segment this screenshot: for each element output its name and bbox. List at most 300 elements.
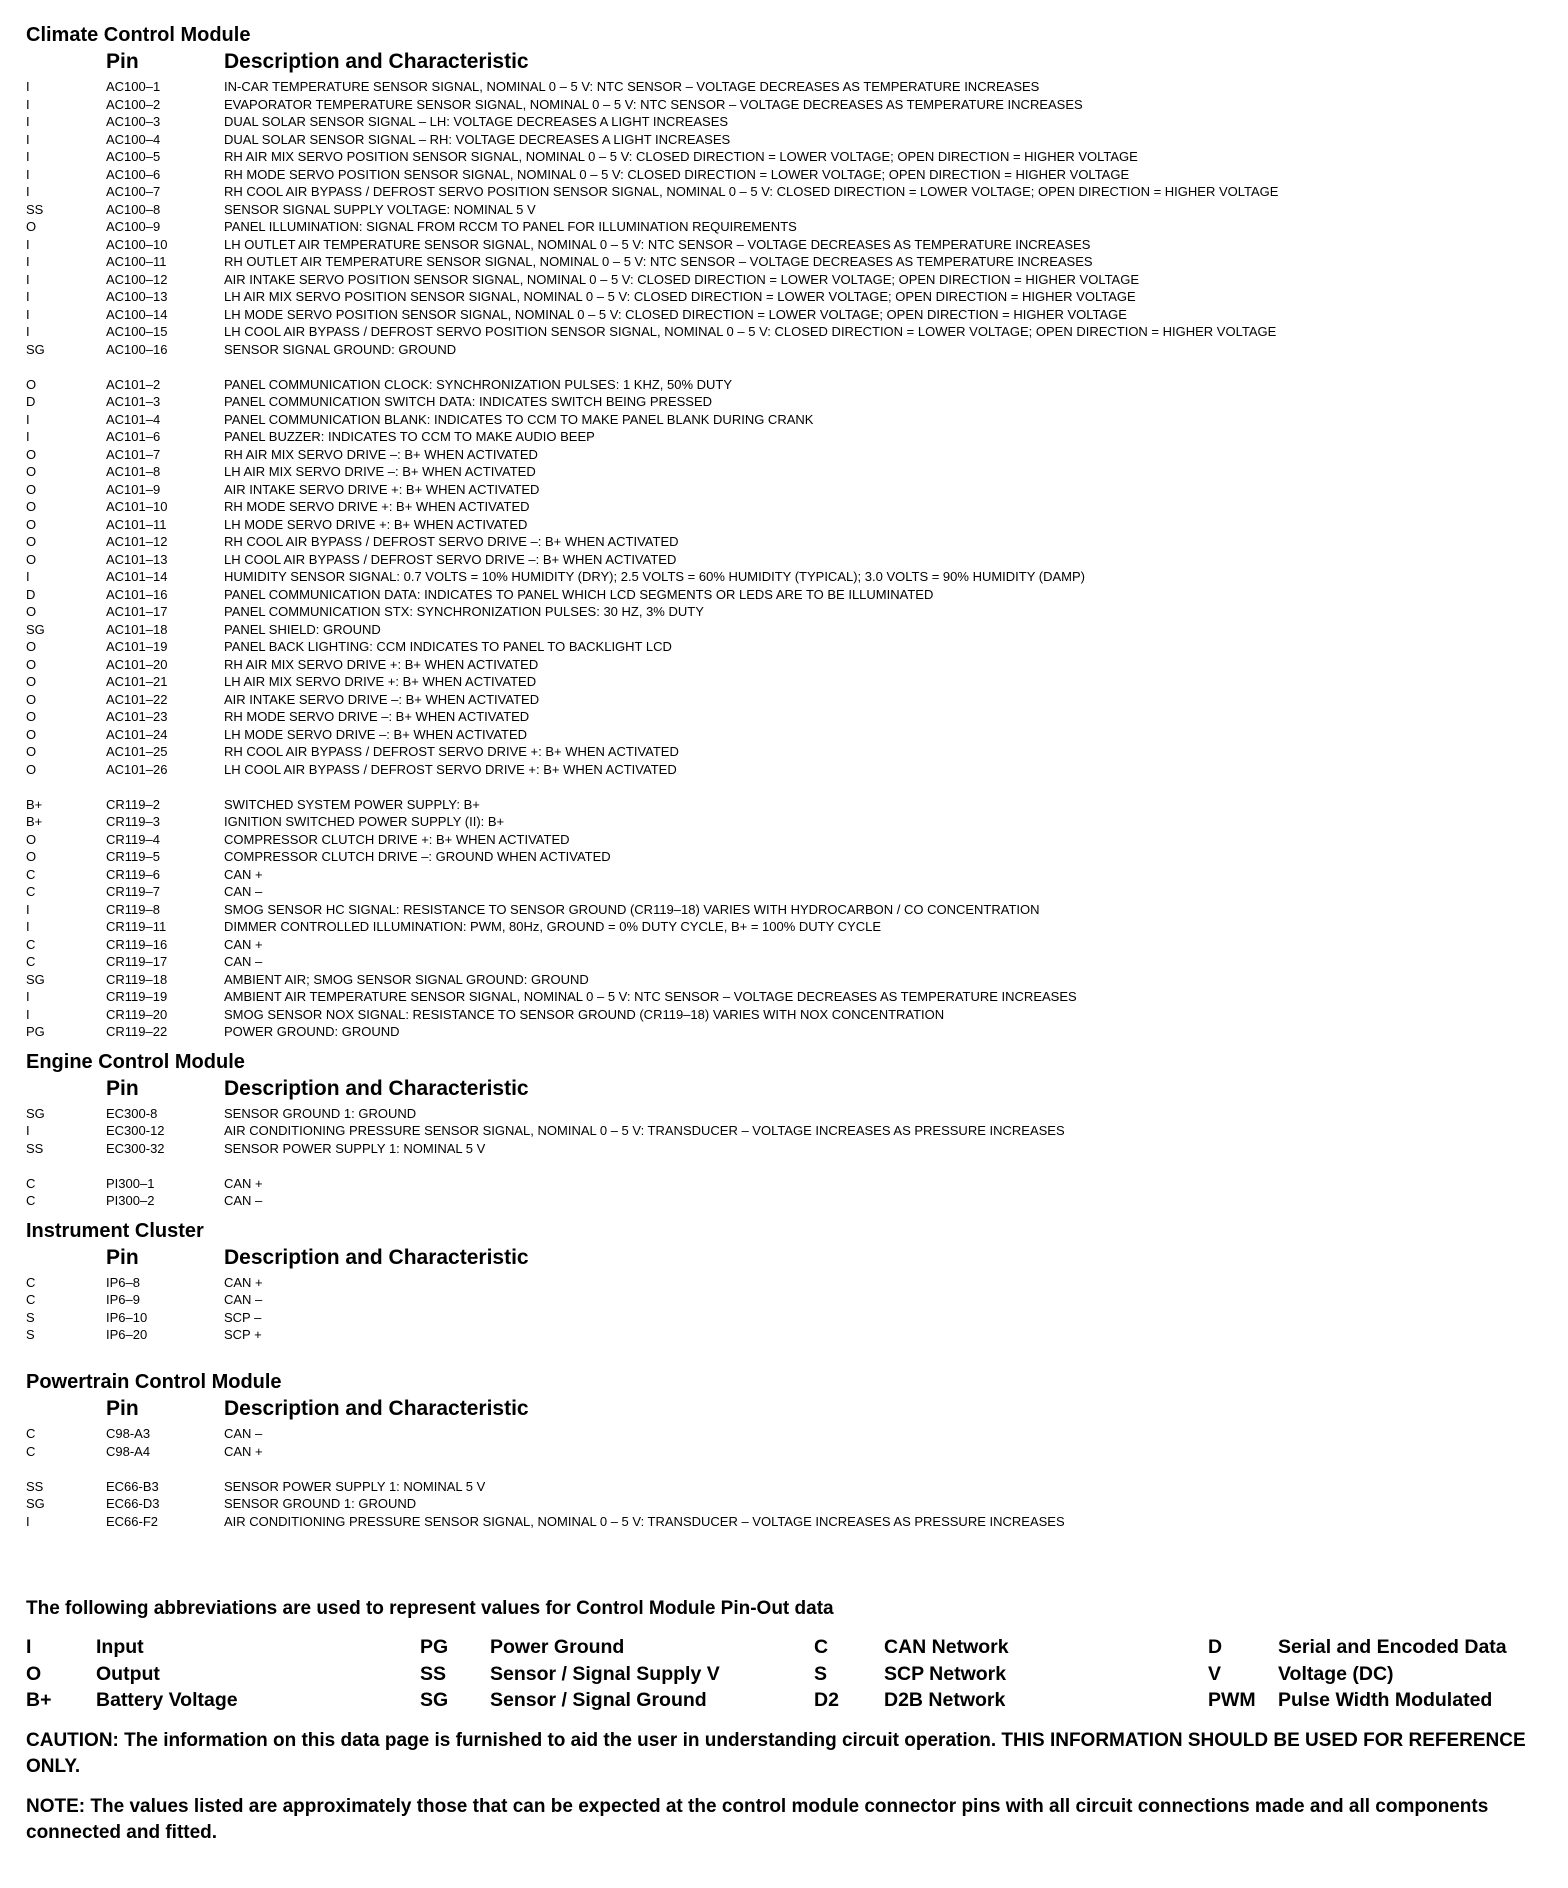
pin-description: LH MODE SERVO DRIVE –: B+ WHEN ACTIVATED [224, 726, 528, 742]
pin-description: LH AIR MIX SERVO DRIVE +: B+ WHEN ACTIVATED [224, 674, 537, 689]
pin-id: AC101–20 [106, 656, 168, 672]
column-header-row [26, 1075, 1546, 1103]
pin-id: AC101–18 [106, 621, 168, 637]
signal-type: C [26, 1443, 36, 1459]
pin-id: AC100–10 [106, 236, 168, 252]
signal-type: I [26, 901, 30, 917]
signal-type: SG [26, 1496, 45, 1511]
pin-table [26, 78, 1546, 1041]
pin-description: AIR INTAKE SERVO POSITION SENSOR SIGNAL, NOMINAL 0 – 5 V: CLOSED DIRECTION = LOWER VOLTAGE; OPEN DIRECTION = HIGHER VOLTAGE [224, 271, 1140, 287]
pin-id: EC66-D3 [106, 1496, 160, 1511]
signal-type: I [26, 429, 30, 444]
abbreviation-code: V [1208, 1662, 1222, 1685]
pin-row [26, 288, 1546, 306]
pin-id: CR119–16 [106, 936, 168, 952]
pin-description: LH COOL AIR BYPASS / DEFROST SERVO DRIVE –: B+ WHEN ACTIVATED [224, 551, 677, 567]
pin-id: CR119–6 [106, 866, 160, 882]
pin-row [26, 1105, 1546, 1123]
signal-type: SG [26, 971, 45, 987]
pin-row [26, 673, 1546, 691]
abbreviation-meaning: Sensor / Signal Supply V [490, 1662, 720, 1685]
pin-description: DUAL SOLAR SENSOR SIGNAL – RH: VOLTAGE DECREASES A LIGHT INCREASES [224, 131, 731, 147]
pin-row [26, 988, 1546, 1006]
pin-row [26, 1023, 1546, 1041]
pin-description: AIR CONDITIONING PRESSURE SENSOR SIGNAL, NOMINAL 0 – 5 V: TRANSDUCER – VOLTAGE INCREASES AS PRESSURE INCREASES [224, 1513, 1065, 1529]
pin-id: AC101–9 [106, 481, 161, 497]
pin-id: AC100–8 [106, 201, 161, 217]
pin-row [26, 1006, 1546, 1024]
pin-row [26, 568, 1546, 586]
signal-type: B+ [26, 814, 43, 829]
signal-type: O [26, 691, 37, 707]
signal-type: O [26, 499, 37, 514]
pin-description: HUMIDITY SENSOR SIGNAL: 0.7 VOLTS = 10% HUMIDITY (DRY); 2.5 VOLTS = 60% HUMIDITY (TYPICAL); 3.0 VOLTS = 90% HUMIDITY (DAMP) [224, 569, 1085, 584]
signal-type: C [26, 1292, 36, 1307]
pin-id: CR119–7 [106, 884, 160, 899]
pin-description: LH OUTLET AIR TEMPERATURE SENSOR SIGNAL, NOMINAL 0 – 5 V: NTC SENSOR – VOLTAGE DECREASES AS TEMPERATURE INCREASES [224, 236, 1091, 252]
pin-id: CR119–8 [106, 901, 160, 917]
pin-row [26, 271, 1546, 289]
pin-description: CAN + [224, 1274, 263, 1290]
pin-id: AC101–14 [106, 569, 168, 584]
pin-column-header: Pin [106, 50, 139, 73]
pin-row [26, 323, 1546, 341]
row-spacer [26, 1157, 1546, 1175]
pin-description: LH MODE SERVO DRIVE +: B+ WHEN ACTIVATED [224, 516, 528, 532]
pin-id: AC101–13 [106, 551, 168, 567]
pin-row [26, 621, 1546, 639]
abbreviation-meaning: Sensor / Signal Ground [490, 1689, 707, 1711]
pin-description: RH OUTLET AIR TEMPERATURE SENSOR SIGNAL, NOMINAL 0 – 5 V: NTC SENSOR – VOLTAGE DECREASES AS TEMPERATURE INCREASES [224, 254, 1093, 269]
row-spacer [26, 1344, 1546, 1362]
pin-row [26, 1192, 1546, 1210]
pin-row [26, 936, 1546, 954]
pin-row [26, 656, 1546, 674]
abbreviation-meaning: Pulse Width Modulated [1278, 1689, 1493, 1711]
pin-description: POWER GROUND: GROUND [224, 1024, 400, 1039]
description-column-header: Description and Characteristic [224, 50, 529, 73]
pin-row [26, 603, 1546, 621]
signal-type: D [26, 586, 36, 602]
pin-description: AMBIENT AIR TEMPERATURE SENSOR SIGNAL, NOMINAL 0 – 5 V: NTC SENSOR – VOLTAGE DECREASES AS TEMPERATURE INCREASES [224, 989, 1077, 1004]
pin-column-header: Pin [106, 1076, 139, 1100]
pin-row [26, 393, 1546, 411]
pin-id: EC66-B3 [106, 1478, 159, 1494]
pin-id: AC101–19 [106, 639, 168, 654]
section-title: Climate Control Module [26, 24, 251, 46]
pin-table [26, 1274, 1546, 1362]
pin-row [26, 586, 1546, 604]
signal-type: I [26, 96, 30, 112]
signal-type: C [26, 1193, 36, 1208]
pin-id: AC100–5 [106, 149, 161, 164]
pin-id: EC300-12 [106, 1123, 165, 1138]
pin-id: EC300-8 [106, 1105, 158, 1121]
pin-row [26, 201, 1546, 219]
pin-id: AC100–12 [106, 271, 168, 287]
pin-id: AC101–22 [106, 691, 168, 707]
pin-row [26, 848, 1546, 866]
pin-description: SCP + [224, 1327, 262, 1342]
pin-description: IN-CAR TEMPERATURE SENSOR SIGNAL, NOMINAL 0 – 5 V: NTC SENSOR – VOLTAGE DECREASES AS TEMPERATURE INCREASES [224, 79, 1040, 94]
pin-row [26, 1513, 1546, 1531]
signal-type: I [26, 306, 30, 322]
signal-type: SG [26, 1105, 45, 1121]
pin-description: PANEL ILLUMINATION: SIGNAL FROM RCCM TO PANEL FOR ILLUMINATION REQUIREMENTS [224, 219, 797, 234]
pin-description: LH COOL AIR BYPASS / DEFROST SERVO DRIVE +: B+ WHEN ACTIVATED [224, 761, 677, 777]
pin-description: CAN – [224, 1193, 263, 1208]
pin-id: AC101–26 [106, 761, 168, 777]
pin-id: IP6–10 [106, 1309, 148, 1325]
signal-type: O [26, 709, 37, 724]
pin-row [26, 691, 1546, 709]
pin-row [26, 113, 1546, 131]
pin-description: CAN + [224, 1175, 263, 1191]
pin-id: AC100–1 [106, 79, 161, 94]
pin-description: PANEL BACK LIGHTING: CCM INDICATES TO PANEL TO BACKLIGHT LCD [224, 639, 672, 654]
pin-row [26, 638, 1546, 656]
pin-description: COMPRESSOR CLUTCH DRIVE +: B+ WHEN ACTIVATED [224, 831, 570, 847]
pin-id: AC101–25 [106, 744, 168, 759]
signal-type: SS [26, 201, 44, 217]
pin-description: LH AIR MIX SERVO DRIVE –: B+ WHEN ACTIVATED [224, 464, 536, 479]
pin-description: DIMMER CONTROLLED ILLUMINATION: PWM, 80Hz, GROUND = 0% DUTY CYCLE, B+ = 100% DUTY CYCLE [224, 919, 882, 934]
signal-type: O [26, 744, 37, 759]
abbreviation-code: SS [420, 1662, 447, 1685]
pin-id: PI300–1 [106, 1175, 155, 1191]
pin-id: AC101–21 [106, 674, 168, 689]
signal-type: I [26, 411, 30, 427]
signal-type: O [26, 464, 37, 479]
pin-description: SWITCHED SYSTEM POWER SUPPLY: B+ [224, 796, 480, 812]
abbreviation-code: O [26, 1662, 42, 1685]
pin-description: AIR CONDITIONING PRESSURE SENSOR SIGNAL, NOMINAL 0 – 5 V: TRANSDUCER – VOLTAGE INCREASES AS PRESSURE INCREASES [224, 1123, 1065, 1138]
pin-row [26, 498, 1546, 516]
signal-type: SG [26, 621, 45, 637]
pin-description: LH AIR MIX SERVO POSITION SENSOR SIGNAL, NOMINAL 0 – 5 V: CLOSED DIRECTION = LOWER VOLTAGE; OPEN DIRECTION = HIGHER VOLTAGE [224, 289, 1136, 304]
pin-row [26, 1274, 1546, 1292]
module-section [26, 1369, 1546, 1536]
signal-type: I [26, 324, 30, 339]
signal-type: SS [26, 1140, 44, 1156]
signal-type: I [26, 236, 30, 252]
pin-id: CR119–17 [106, 954, 168, 969]
pin-description: SENSOR POWER SUPPLY 1: NOMINAL 5 V [224, 1140, 486, 1156]
abbreviation-code: SG [420, 1689, 449, 1711]
pin-description: LH COOL AIR BYPASS / DEFROST SERVO POSITION SENSOR SIGNAL, NOMINAL 0 – 5 V: CLOSED DIRECTION = LOWER VOLTAGE; OPEN DIRECTION = HIGHER VOLTAGE [224, 324, 1277, 339]
pin-row [26, 761, 1546, 779]
signal-type: O [26, 674, 37, 689]
abbreviation-code: C [814, 1636, 829, 1658]
abbreviation-meaning: Power Ground [490, 1636, 625, 1658]
pin-row [26, 533, 1546, 551]
signal-type: I [26, 131, 30, 147]
signal-type: C [26, 936, 36, 952]
pin-description: PANEL COMMUNICATION STX: SYNCHRONIZATION PULSES: 30 HZ, 3% DUTY [224, 604, 704, 619]
pin-id: AC100–3 [106, 114, 161, 129]
pin-id: AC101–6 [106, 429, 161, 444]
pin-row [26, 1309, 1546, 1327]
pin-description: SCP – [224, 1309, 262, 1325]
pin-description: RH COOL AIR BYPASS / DEFROST SERVO DRIVE –: B+ WHEN ACTIVATED [224, 534, 679, 549]
section-title: Engine Control Module [26, 1050, 245, 1073]
signal-type: C [26, 1175, 36, 1191]
pin-id: AC101–24 [106, 726, 168, 742]
abbreviation-meaning: Battery Voltage [96, 1689, 238, 1711]
pin-id: AC101–4 [106, 411, 161, 427]
pin-row [26, 428, 1546, 446]
note-text: NOTE: The values listed are approximately those that can be expected at the control module connector pins with all circuit connections made and all components connected and fitted. [26, 1795, 1489, 1843]
signal-type: I [26, 79, 30, 94]
signal-type: I [26, 114, 30, 129]
pin-row [26, 463, 1546, 481]
section-title: Instrument Cluster [26, 1219, 204, 1242]
signal-type: I [26, 1513, 30, 1529]
pin-id: EC66-F2 [106, 1513, 159, 1529]
pin-id: AC101–3 [106, 394, 161, 409]
pin-table [26, 1105, 1546, 1210]
pin-id: AC100–2 [106, 96, 161, 112]
module-sections [26, 22, 1546, 1536]
abbreviation-code: I [26, 1636, 32, 1658]
signal-type: O [26, 446, 37, 462]
signal-type: O [26, 534, 37, 549]
pin-id: AC101–17 [106, 604, 168, 619]
signal-type: C [26, 1426, 36, 1441]
pin-row [26, 131, 1546, 149]
signal-type: I [26, 254, 30, 269]
signal-type: I [26, 166, 30, 182]
column-header-row [26, 48, 1546, 76]
pin-description: CAN – [224, 884, 263, 899]
signal-type: I [26, 1006, 30, 1022]
signal-type: O [26, 639, 37, 654]
pin-description: CAN + [224, 936, 263, 952]
abbreviation-meaning: SCP Network [884, 1662, 1007, 1685]
pin-id: AC101–16 [106, 586, 168, 602]
signal-type: C [26, 884, 36, 899]
pin-row [26, 166, 1546, 184]
pin-row [26, 1443, 1546, 1461]
pin-description: RH COOL AIR BYPASS / DEFROST SERVO POSITION SENSOR SIGNAL, NOMINAL 0 – 5 V: CLOSED DIRECTION = LOWER VOLTAGE; OPEN DIRECTION = HIGHER VOLTAGE [224, 184, 1279, 199]
pin-row [26, 411, 1546, 429]
pin-row [26, 1175, 1546, 1193]
signal-type: O [26, 604, 37, 619]
description-column-header: Description and Characteristic [224, 1397, 529, 1420]
pin-row [26, 726, 1546, 744]
pin-id: AC100–11 [106, 254, 167, 269]
column-header-row [26, 1244, 1546, 1272]
signal-type: O [26, 219, 37, 234]
row-spacer [26, 358, 1546, 376]
abbreviation-code: PG [420, 1636, 449, 1658]
pin-id: AC101–2 [106, 376, 161, 392]
description-column-header: Description and Characteristic [224, 1076, 529, 1100]
pin-description: SENSOR GROUND 1: GROUND [224, 1496, 417, 1511]
row-spacer [26, 1460, 1546, 1478]
pin-id: CR119–4 [106, 831, 160, 847]
pin-description: SMOG SENSOR NOX SIGNAL: RESISTANCE TO SENSOR GROUND (CR119–18) VARIES WITH NOX CONCENTRATION [224, 1006, 945, 1022]
pin-row [26, 551, 1546, 569]
pin-id: CR119–22 [106, 1024, 168, 1039]
signal-type: O [26, 761, 37, 777]
signal-type: O [26, 376, 37, 392]
pin-row [26, 78, 1546, 96]
pin-description: IGNITION SWITCHED POWER SUPPLY (II): B+ [224, 814, 505, 829]
abbreviation-code: B+ [26, 1689, 52, 1711]
pin-row [26, 1425, 1546, 1443]
abbreviation-code: D2 [814, 1689, 839, 1711]
pin-description: RH AIR MIX SERVO DRIVE –: B+ WHEN ACTIVATED [224, 446, 538, 462]
pin-row [26, 708, 1546, 726]
pin-description: PANEL COMMUNICATION BLANK: INDICATES TO CCM TO MAKE PANEL BLANK DURING CRANK [224, 411, 814, 427]
module-section [26, 22, 1546, 1047]
pin-id: AC100–15 [106, 324, 168, 339]
pin-id: AC101–11 [106, 516, 167, 532]
pin-id: AC100–16 [106, 341, 168, 357]
pin-description: PANEL COMMUNICATION DATA: INDICATES TO PANEL WHICH LCD SEGMENTS OR LEDS ARE TO BE ILLUMINATED [224, 586, 934, 602]
row-spacer [26, 778, 1546, 796]
pin-row [26, 1326, 1546, 1344]
pin-id: AC100–4 [106, 131, 161, 147]
pin-row [26, 341, 1546, 359]
pin-row [26, 218, 1546, 236]
pin-description: RH MODE SERVO DRIVE +: B+ WHEN ACTIVATED [224, 499, 530, 514]
pin-description: RH COOL AIR BYPASS / DEFROST SERVO DRIVE +: B+ WHEN ACTIVATED [224, 744, 679, 759]
signal-type: I [26, 271, 30, 287]
pin-description: COMPRESSOR CLUTCH DRIVE –: GROUND WHEN ACTIVATED [224, 849, 611, 864]
module-section [26, 1049, 1546, 1216]
pin-row [26, 971, 1546, 989]
pin-row [26, 866, 1546, 884]
pin-description: AMBIENT AIR; SMOG SENSOR SIGNAL GROUND: GROUND [224, 971, 589, 987]
signal-type: PG [26, 1024, 45, 1039]
pin-id: CR119–5 [106, 849, 160, 864]
pin-description: RH AIR MIX SERVO POSITION SENSOR SIGNAL, NOMINAL 0 – 5 V: CLOSED DIRECTION = LOWER VOLTAGE; OPEN DIRECTION = HIGHER VOLTAGE [224, 149, 1138, 164]
signal-type: I [26, 149, 30, 164]
pin-description: CAN – [224, 954, 263, 969]
signal-type: O [26, 726, 37, 742]
pin-id: CR119–20 [106, 1006, 168, 1022]
signal-type: O [26, 481, 37, 497]
pin-description: SMOG SENSOR HC SIGNAL: RESISTANCE TO SENSOR GROUND (CR119–18) VARIES WITH HYDROCARBON / CO CONCENTRATION [224, 901, 1040, 917]
pin-id: CR119–18 [106, 971, 168, 987]
signal-type: I [26, 289, 30, 304]
pin-id: AC101–23 [106, 709, 168, 724]
column-header-row [26, 1395, 1546, 1423]
pin-id: AC100–14 [106, 306, 168, 322]
signal-type: C [26, 1274, 36, 1290]
pin-id: AC101–12 [106, 534, 168, 549]
pin-row [26, 236, 1546, 254]
pin-description: PANEL BUZZER: INDICATES TO CCM TO MAKE AUDIO BEEP [224, 429, 595, 444]
pin-row [26, 743, 1546, 761]
signal-type: O [26, 516, 37, 532]
abbreviation-meaning: Input [96, 1636, 144, 1658]
pin-description: AIR INTAKE SERVO DRIVE +: B+ WHEN ACTIVATED [224, 481, 540, 497]
pin-column-header: Pin [106, 1397, 139, 1420]
pin-description: CAN + [224, 866, 263, 882]
abbreviation-meaning: Voltage (DC) [1278, 1662, 1394, 1685]
pin-description: EVAPORATOR TEMPERATURE SENSOR SIGNAL, NOMINAL 0 – 5 V: NTC SENSOR – VOLTAGE DECREASES AS TEMPERATURE INCREASES [224, 96, 1083, 112]
pin-row [26, 376, 1546, 394]
pin-id: CR119–11 [106, 919, 167, 934]
pin-description: CAN – [224, 1292, 263, 1307]
signal-type: O [26, 551, 37, 567]
pin-id: IP6–20 [106, 1327, 148, 1342]
pin-id: IP6–8 [106, 1274, 140, 1290]
abbreviation-code: D [1208, 1636, 1223, 1658]
pin-row [26, 1140, 1546, 1158]
pin-row [26, 1495, 1546, 1513]
pin-id: IP6–9 [106, 1292, 140, 1307]
abbreviation-meaning: Output [96, 1662, 160, 1685]
signal-type: C [26, 866, 36, 882]
signal-type: S [26, 1309, 35, 1325]
signal-type: O [26, 849, 37, 864]
abbreviation-meaning: Serial and Encoded Data [1278, 1636, 1507, 1658]
signal-type: I [26, 1123, 30, 1138]
abbreviation-meaning: D2B Network [884, 1689, 1006, 1711]
pin-description: RH MODE SERVO DRIVE –: B+ WHEN ACTIVATED [224, 709, 530, 724]
pin-row [26, 918, 1546, 936]
pin-id: AC100–13 [106, 289, 168, 304]
pin-description: LH MODE SERVO POSITION SENSOR SIGNAL, NOMINAL 0 – 5 V: CLOSED DIRECTION = LOWER VOLTAGE; OPEN DIRECTION = HIGHER VOLTAGE [224, 306, 1127, 322]
abbreviations-intro: The following abbreviations are used to represent values for Control Module Pin-Out data [26, 1598, 834, 1619]
pin-description: SENSOR GROUND 1: GROUND [224, 1105, 417, 1121]
pin-id: EC300-32 [106, 1140, 165, 1156]
pin-description: PANEL COMMUNICATION SWITCH DATA: INDICATES SWITCH BEING PRESSED [224, 394, 713, 409]
signal-type: SG [26, 341, 45, 357]
signal-type: O [26, 831, 37, 847]
pin-row [26, 953, 1546, 971]
section-title: Powertrain Control Module [26, 1371, 282, 1393]
signal-type: C [26, 954, 36, 969]
signal-type: S [26, 1327, 35, 1342]
pin-description: RH MODE SERVO POSITION SENSOR SIGNAL, NOMINAL 0 – 5 V: CLOSED DIRECTION = LOWER VOLTAGE; OPEN DIRECTION = HIGHER VOLTAGE [224, 166, 1130, 182]
pin-row [26, 1291, 1546, 1309]
signal-type: B+ [26, 796, 43, 812]
pin-description: SENSOR POWER SUPPLY 1: NOMINAL 5 V [224, 1478, 486, 1494]
signal-type: I [26, 569, 30, 584]
abbreviations-legend [26, 1634, 1546, 1714]
pin-description: SENSOR SIGNAL SUPPLY VOLTAGE: NOMINAL 5 V [224, 201, 536, 217]
pin-row [26, 516, 1546, 534]
pin-row [26, 96, 1546, 114]
pin-row [26, 1122, 1546, 1140]
pin-row [26, 1478, 1546, 1496]
module-section [26, 1218, 1546, 1368]
pin-description: PANEL SHIELD: GROUND [224, 621, 381, 637]
pin-id: AC100–6 [106, 166, 161, 182]
pin-id: C98-A3 [106, 1426, 151, 1441]
signal-type: SS [26, 1478, 44, 1494]
pin-id: CR119–19 [106, 989, 168, 1004]
pin-row [26, 253, 1546, 271]
pin-row [26, 883, 1546, 901]
pin-row [26, 481, 1546, 499]
pin-column-header: Pin [106, 1245, 139, 1269]
pin-id: CR119–2 [106, 796, 160, 812]
pin-row [26, 901, 1546, 919]
pin-id: AC101–10 [106, 499, 168, 514]
pin-row [26, 148, 1546, 166]
abbreviation-code: PWM [1208, 1689, 1256, 1711]
pin-description: DUAL SOLAR SENSOR SIGNAL – LH: VOLTAGE DECREASES A LIGHT INCREASES [224, 114, 729, 129]
pin-description: CAN + [224, 1443, 263, 1459]
abbreviation-code: S [814, 1662, 828, 1685]
pin-description: RH AIR MIX SERVO DRIVE +: B+ WHEN ACTIVATED [224, 656, 539, 672]
